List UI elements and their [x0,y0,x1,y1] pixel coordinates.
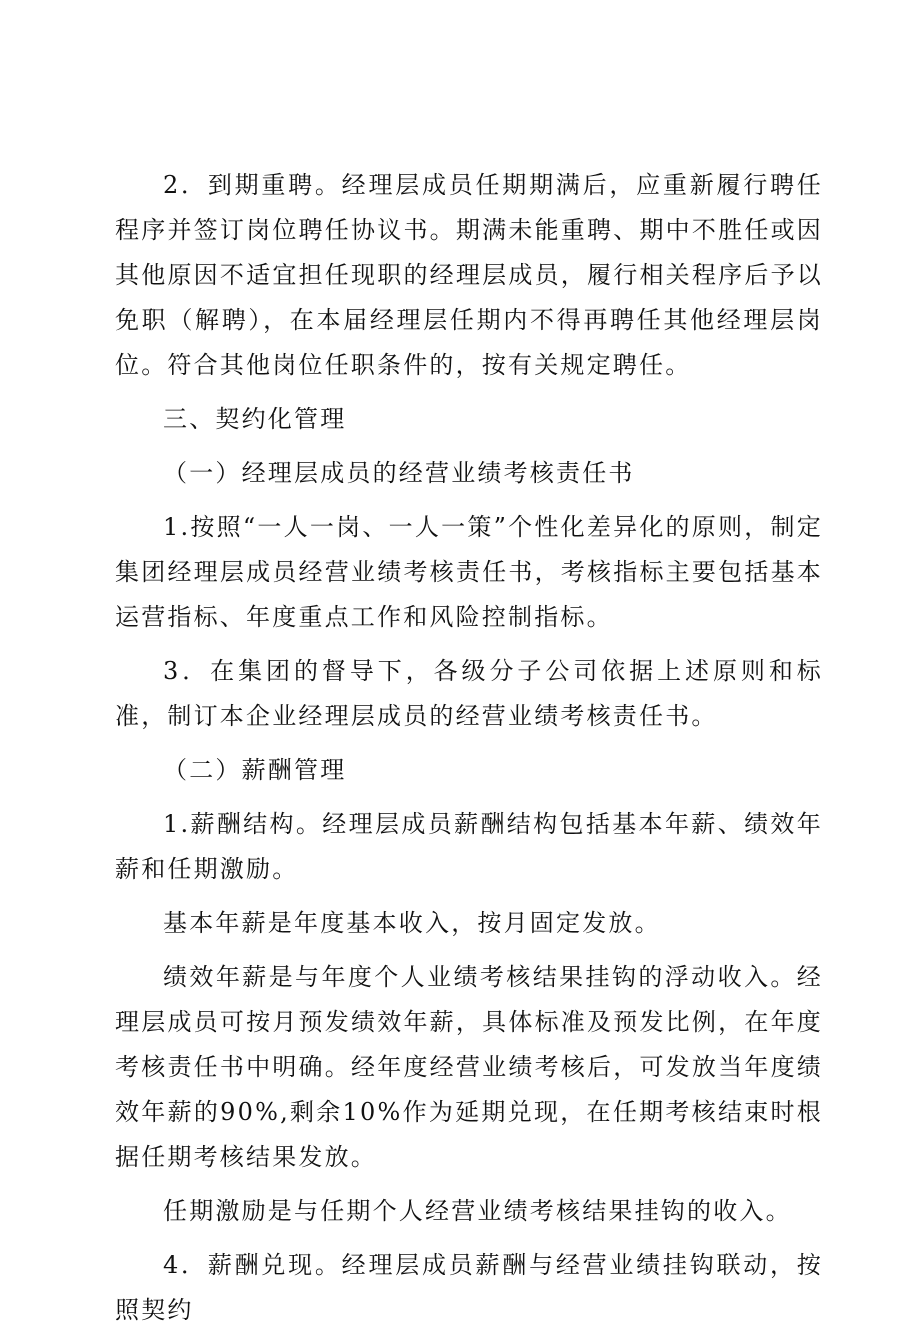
section-heading-contract-management: 三、契约化管理 [163,405,347,433]
subsection-heading-performance-responsibility: （一）经理层成员的经营业绩考核责任书 [163,459,635,487]
paragraph-subsidiary-supervision: 3．在集团的督导下，各级分子公司依据上述原则和标准，制订本企业经理层成员的经营业绩考核责任书。 [115,657,823,730]
paragraph-salary-structure: 1.薪酬结构。经理层成员薪酬结构包括基本年薪、绩效年薪和任期激励。 [115,810,823,883]
subsection-heading-salary-management: （二）薪酬管理 [163,756,347,784]
paragraph-term-incentive: 任期激励是与任期个人经营业绩考核结果挂钩的收入。 [163,1197,792,1225]
paragraph-reappointment: 2．到期重聘。经理层成员任期期满后，应重新履行聘任程序并签订岗位聘任协议书。期满未能重聘、期中不胜任或因其他原因不适宜担任现职的经理层成员，履行相关程序后予以免职（解聘），在本届经理层任期内不得再聘任其他经理层岗位。符合其他岗位任职条件的，按有关规定聘任。 [115,171,823,379]
paragraph-salary-payment: 4．薪酬兑现。经理层成员薪酬与经营业绩挂钩联动，按照契约 [115,1251,823,1324]
document-body [115,163,823,1342]
paragraph-base-salary: 基本年薪是年度基本收入，按月固定发放。 [163,909,661,937]
paragraph-performance-salary: 绩效年薪是与年度个人业绩考核结果挂钩的浮动收入。经理层成员可按月预发绩效年薪，具体标准及预发比例，在年度考核责任书中明确。经年度经营业绩考核后，可发放当年度绩效年薪的90%,剩余10%作为延期兑现，在任期考核结束时根据任期考核结果发放。 [115,963,823,1171]
paragraph-assessment-principle: 1.按照“一人一岗、一人一策”个性化差异化的原则，制定集团经理层成员经营业绩考核责任书，考核指标主要包括基本运营指标、年度重点工作和风险控制指标。 [115,513,823,631]
